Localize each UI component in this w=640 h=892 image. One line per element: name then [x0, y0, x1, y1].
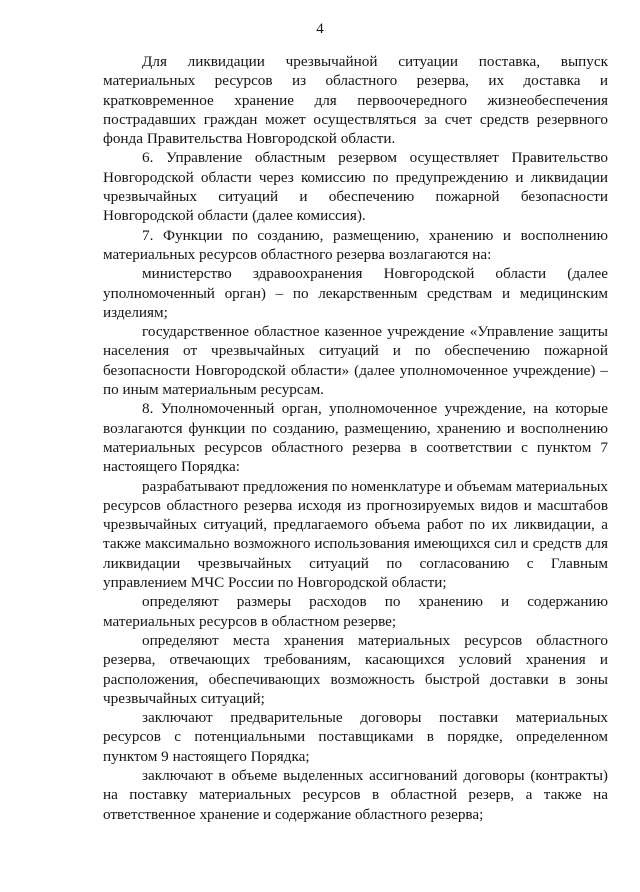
paragraph: 8. Уполномоченный орган, уполномоченное учреждение, на которые возлагаются функции по созданию, размещению, хранению и восполнению материальных ресурсов областного резерва в соответствии с пунктом 7 настоящего Порядка:	[103, 400, 608, 476]
paragraph: определяют места хранения материальных ресурсов областного резерва, отвечающих требованиям, касающихся условий хранения и расположения, обеспечивающих возможность быстрой доставки в зоны чрезвычайных ситуаций;	[103, 631, 608, 707]
paragraph: 6. Управление областным резервом осуществляет Правительство Новгородской области через комиссию по предупреждению и ликвидации чрезвычайных ситуаций и обеспечению пожарной безопасности Новгородской области (далее комиссия).	[103, 149, 608, 225]
paragraph: 7. Функции по созданию, размещению, хранению и восполнению материальных ресурсов областного резерва возлагаются на:	[103, 226, 608, 263]
paragraph: заключают в объеме выделенных ассигнований договоры (контракты) на поставку материальных ресурсов в областной резерв, а также на ответственное хранение и содержание областного резерва;	[103, 766, 608, 823]
paragraph: Для ликвидации чрезвычайной ситуации поставка, выпуск материальных ресурсов из областного резерва, их доставка и кратковременное хранение для первоочередного жизнеобеспечения пострадавших граждан может осуществляться за счет средств резервного фонда Правительства Новгородской области.	[103, 53, 608, 148]
paragraph: министерство здравоохранения Новгородской области (далее уполномоченный орган) – по лекарственным средствам и медицинским изделиям;	[103, 265, 608, 321]
document-body	[103, 52, 608, 824]
paragraph: определяют размеры расходов по хранению и содержанию материальных ресурсов в областном резерве;	[103, 593, 608, 630]
page-number: 4	[316, 21, 324, 37]
paragraph: заключают предварительные договоры поставки материальных ресурсов с потенциальными поставщиками в порядке, определенном пунктом 9 настоящего Порядка;	[103, 709, 608, 765]
paragraph: государственное областное казенное учреждение «Управление защиты населения от чрезвычайных ситуаций и по обеспечению пожарной безопасности Новгородской области» (далее уполномоченное учреждение) – по иным материальным ресурсам.	[103, 323, 608, 399]
paragraph: разрабатывают предложения по номенклатуре и объемам материальных ресурсов областного резерва исходя из прогнозируемых видов и масштабов чрезвычайных ситуаций, предлагаемого объема работ по их ликвидации, а также максимально возможного использования имеющихся сил и средств для ликвидации чрезвычайных ситуаций по согласованию с Главным управлением МЧС России по Новгородской области;	[103, 477, 609, 592]
